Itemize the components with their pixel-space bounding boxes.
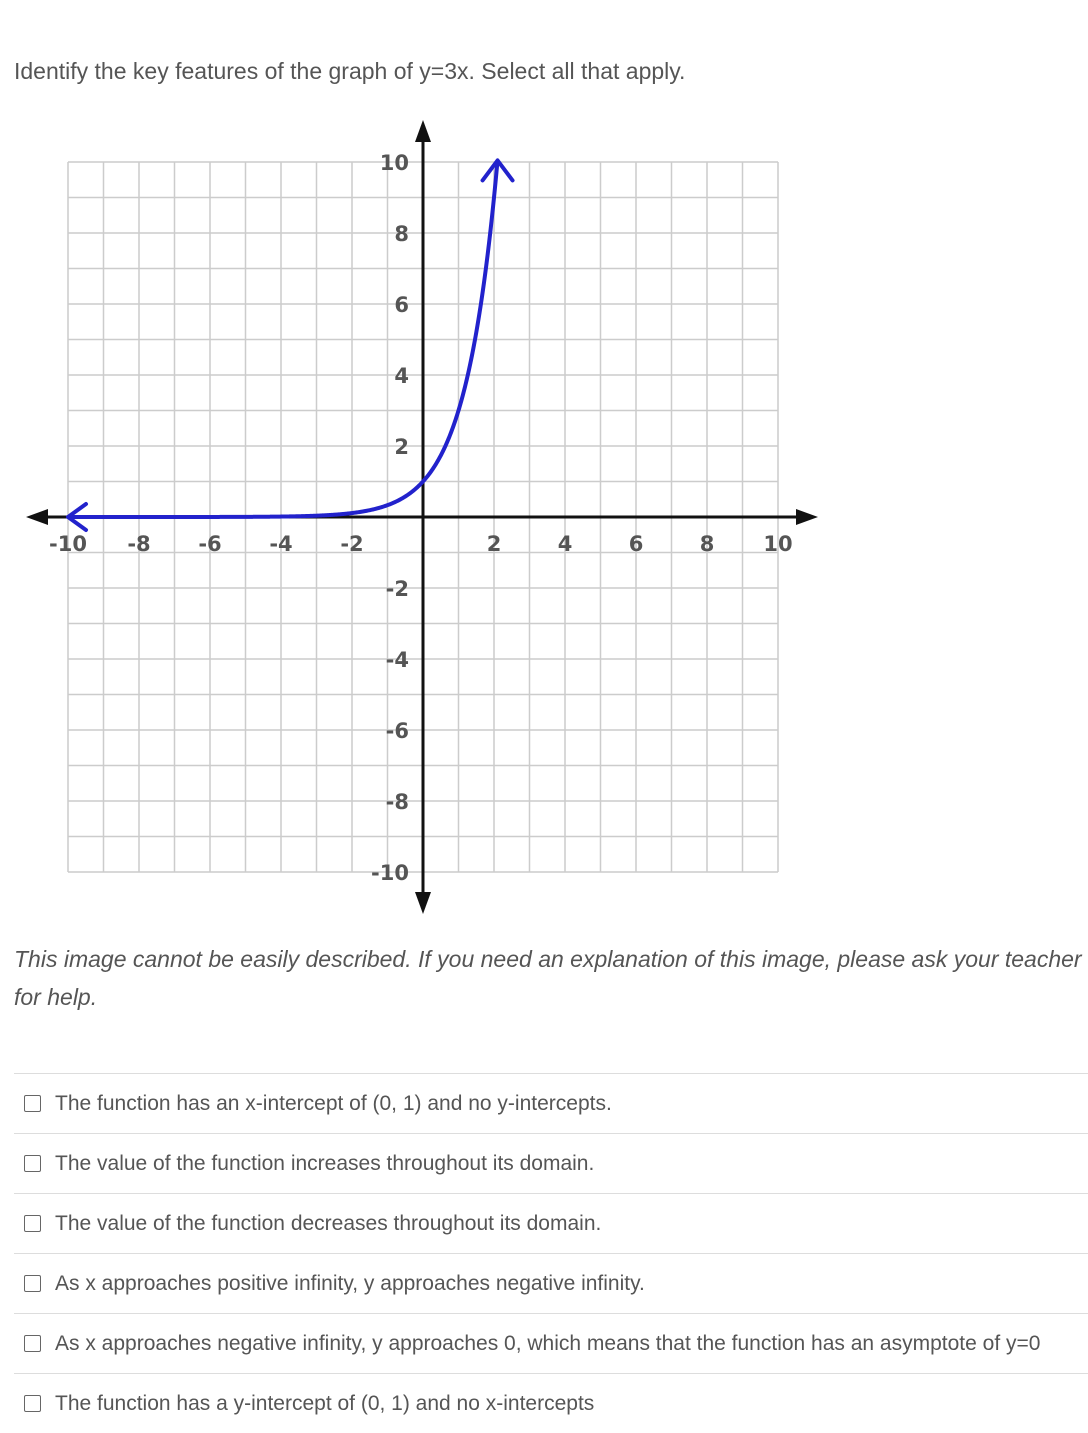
x-tick-label: 2 [486,532,502,556]
choice-label: The function has a y-intercept of (0, 1) and no x-intercepts [55,1391,595,1415]
x-tick-label: 8 [699,532,715,556]
x-tick-label: -2 [340,532,364,556]
y-tick-label: -8 [385,790,409,814]
question-text: Identify the key features of the graph of y=3x. Select all that apply. [14,58,686,84]
y-axis-down-arrow [415,892,431,914]
y-tick-label: -10 [371,861,409,885]
checkbox-icon[interactable] [24,1395,41,1412]
choice-label: The value of the function increases throughout its domain. [55,1151,595,1175]
choice-label: As x approaches negative infinity, y approaches 0, which means that the function has an asymptote of y=0 [55,1331,1041,1355]
y-tick-label: -2 [385,577,409,601]
choice-label: The value of the function decreases throughout its domain. [55,1211,602,1235]
image-caption: This image cannot be easily described. If you need an explanation of this image, please ask your teacher for help. [14,946,1082,1010]
exponential-graph [0,110,840,920]
answer-choices [14,1073,1088,1433]
x-tick-label: -4 [269,532,293,556]
choice-option[interactable] [14,1133,1088,1193]
checkbox-icon[interactable] [24,1335,41,1352]
y-tick-label: -6 [385,719,409,743]
x-axis-left-arrow [26,509,48,525]
choice-label: The function has an x-intercept of (0, 1) and no y-intercepts. [55,1091,612,1115]
choice-label: As x approaches positive infinity, y approaches negative infinity. [55,1271,645,1295]
graph-curve [68,160,513,530]
curve-line [68,160,498,517]
y-tick-label: 2 [394,435,409,459]
x-tick-label: 10 [763,532,793,556]
y-tick-label: 4 [394,364,409,388]
choice-option[interactable] [14,1073,1088,1133]
checkbox-icon[interactable] [24,1275,41,1292]
checkbox-icon[interactable] [24,1215,41,1232]
y-tick-label: 6 [394,293,409,317]
x-axis-right-arrow [796,509,818,525]
y-tick-label: 10 [379,151,409,175]
x-tick-label: 6 [628,532,644,556]
x-tick-label: -10 [49,532,87,556]
choice-option[interactable] [14,1313,1088,1373]
x-tick-label: -8 [127,532,151,556]
choice-option[interactable] [14,1373,1088,1433]
x-tick-label: -6 [198,532,222,556]
x-tick-label: 4 [557,532,573,556]
y-tick-label: 8 [394,222,409,246]
checkbox-icon[interactable] [24,1155,41,1172]
y-tick-label: -4 [385,648,409,672]
y-axis-up-arrow [415,120,431,142]
checkbox-icon[interactable] [24,1095,41,1112]
choice-option[interactable] [14,1193,1088,1253]
choice-option[interactable] [14,1253,1088,1313]
